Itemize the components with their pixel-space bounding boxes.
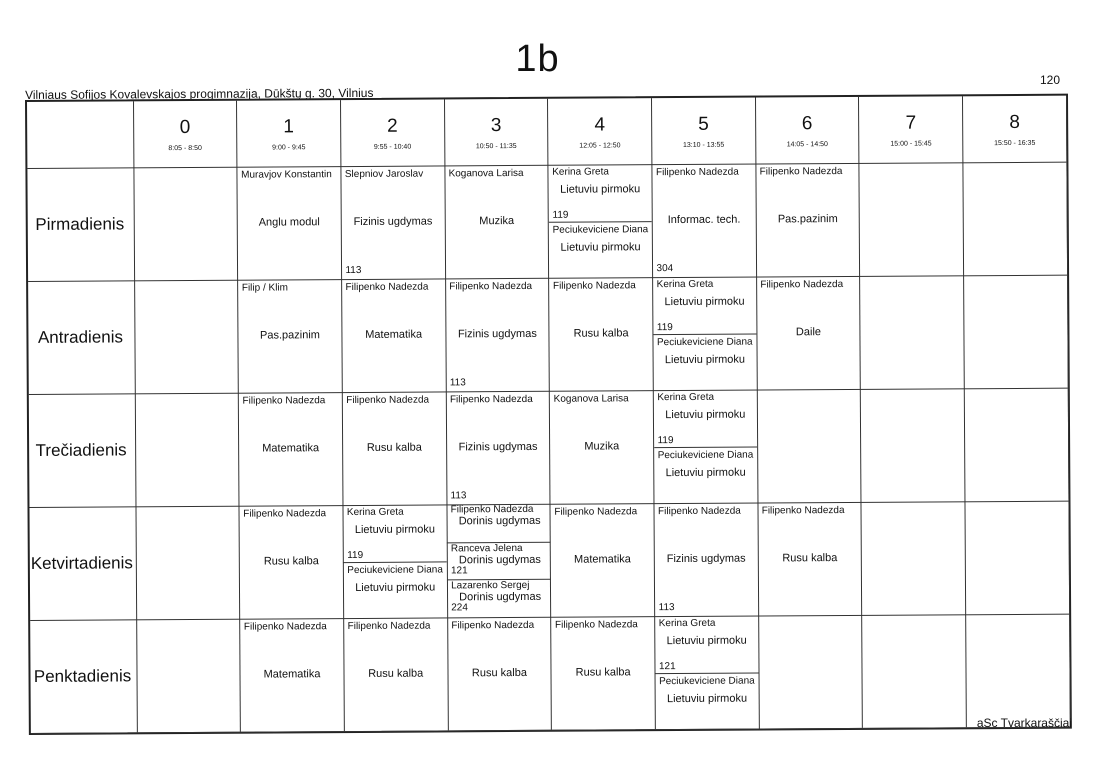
lesson-subject: Anglu modul bbox=[258, 216, 320, 229]
footer-credit: aSc Tvarkaraščiai bbox=[976, 716, 1072, 730]
lesson-room: 119 bbox=[657, 434, 674, 446]
lesson-room: 119 bbox=[552, 209, 569, 221]
lesson-subject: Lietuviu pirmoku bbox=[666, 692, 748, 705]
lesson-cell bbox=[341, 278, 445, 392]
lesson-cell bbox=[756, 276, 860, 390]
lesson-subject: Muzika bbox=[584, 440, 620, 453]
lesson-cell bbox=[238, 279, 342, 393]
lesson-group bbox=[447, 579, 551, 617]
lesson-cell bbox=[240, 618, 344, 732]
lesson-teacher: Lazarenko Sergej bbox=[451, 580, 530, 592]
lesson-subject: Lietuviu pirmoku bbox=[664, 353, 746, 366]
lesson-subject: Lietuviu pirmoku bbox=[355, 581, 436, 594]
period-header bbox=[237, 100, 341, 167]
lesson-cell bbox=[238, 392, 342, 506]
lesson-subject: Informac. tech. bbox=[667, 213, 741, 227]
lesson-cell bbox=[446, 391, 550, 505]
lesson-subject: Rusu kalba bbox=[366, 441, 422, 454]
period-header bbox=[548, 98, 652, 165]
lesson-teacher: Kerina Greta bbox=[552, 166, 609, 178]
lesson-room: 113 bbox=[658, 602, 675, 614]
period-number: 7 bbox=[905, 112, 917, 134]
lesson-room: 304 bbox=[656, 263, 674, 275]
grid-line-vertical bbox=[1066, 96, 1071, 727]
class-title: 1b bbox=[515, 38, 560, 80]
lesson-teacher: Filipenko Nadezda bbox=[346, 394, 430, 407]
lesson-cell bbox=[549, 277, 653, 391]
lesson-teacher: Filipenko Nadezda bbox=[242, 395, 326, 407]
day-label-cell bbox=[27, 167, 134, 281]
lesson-teacher: Kerina Greta bbox=[346, 506, 404, 519]
lesson-teacher: Filipenko Nadezda bbox=[243, 621, 327, 633]
lesson-group bbox=[343, 504, 447, 561]
lesson-teacher: Filipenko Nadezda bbox=[345, 281, 429, 294]
lesson-group bbox=[343, 561, 447, 618]
lesson-subject: Lietuviu pirmoku bbox=[560, 183, 641, 196]
lesson-cell bbox=[653, 277, 757, 391]
lesson-teacher: Slepniov Jaroslav bbox=[344, 168, 424, 181]
lesson-subject: Fizinis ugdymas bbox=[353, 215, 433, 228]
lesson-room: 121 bbox=[450, 564, 468, 577]
lesson-teacher: Filipenko Nadezda bbox=[450, 503, 534, 516]
period-time: 15:50 - 16:35 bbox=[994, 139, 1036, 148]
lesson-cell bbox=[343, 504, 447, 618]
lesson-room: 113 bbox=[450, 490, 467, 502]
lesson-teacher: Filipenko Nadezda bbox=[655, 166, 739, 179]
lesson-room: 119 bbox=[347, 549, 364, 561]
lesson-teacher: Peciukeviciene Diana bbox=[552, 223, 649, 236]
period-time: 13:10 - 13:55 bbox=[682, 141, 725, 149]
period-time: 9:55 - 10:40 bbox=[373, 143, 412, 151]
period-number: 1 bbox=[283, 116, 295, 138]
lesson-subject: Lietuviu pirmoku bbox=[665, 466, 746, 479]
lesson-subject: Rusu kalba bbox=[782, 552, 838, 565]
lesson-subject: Rusu kalba bbox=[471, 666, 527, 680]
period-number: 4 bbox=[594, 114, 606, 136]
day-label-cell bbox=[28, 280, 135, 394]
lesson-subject: Matematika bbox=[573, 553, 631, 566]
lesson-teacher: Filipenko Nadezda bbox=[761, 505, 845, 517]
lesson-subject: Dorinis ugdymas bbox=[459, 591, 542, 604]
period-time: 10:50 - 11:35 bbox=[475, 142, 517, 151]
period-header bbox=[755, 97, 859, 164]
period-time: 14:05 - 14:50 bbox=[786, 141, 828, 149]
lesson-teacher: Peciukeviciene Diana bbox=[659, 675, 755, 687]
lesson-cell bbox=[551, 616, 655, 730]
lesson-subject: Rusu kalba bbox=[263, 555, 319, 568]
lesson-group bbox=[549, 221, 653, 278]
lesson-teacher: Peciukeviciene Diana bbox=[347, 563, 443, 576]
day-name: Antradienis bbox=[37, 326, 124, 347]
period-time: 12:05 - 12:50 bbox=[579, 142, 621, 150]
period-number: 8 bbox=[1009, 111, 1020, 133]
lesson-group bbox=[654, 446, 758, 503]
period-number: 5 bbox=[698, 113, 709, 135]
period-header bbox=[859, 96, 963, 163]
lesson-cell bbox=[445, 165, 549, 279]
lesson-teacher: Filipenko Nadezda bbox=[554, 506, 638, 518]
lesson-room: 119 bbox=[656, 321, 673, 333]
lesson-subject: Matematika bbox=[263, 668, 321, 681]
lesson-group bbox=[655, 672, 759, 729]
day-label-cell bbox=[29, 393, 136, 507]
lesson-cell bbox=[550, 390, 654, 504]
lesson-teacher: Koganova Larisa bbox=[448, 167, 524, 180]
lesson-subject: Rusu kalba bbox=[368, 667, 424, 680]
lesson-teacher: Peciukeviciene Diana bbox=[656, 336, 753, 348]
lesson-subject: Muzika bbox=[479, 215, 515, 228]
lesson-cell bbox=[653, 390, 757, 504]
lesson-subject: Pas.pazinim bbox=[259, 329, 320, 342]
lesson-teacher: Kerina Greta bbox=[657, 391, 715, 404]
day-label-cell bbox=[30, 619, 137, 733]
lesson-teacher: Filipenko Nadezda bbox=[449, 280, 533, 293]
lesson-room: 224 bbox=[451, 602, 468, 614]
lesson-group bbox=[653, 333, 757, 390]
lesson-subject: Lietuviu pirmoku bbox=[666, 634, 747, 648]
lesson-teacher: Filipenko Nadezda bbox=[552, 280, 636, 292]
lesson-cell bbox=[756, 163, 860, 277]
day-name: Ketvirtadienis bbox=[30, 552, 133, 573]
lesson-subject: Rusu kalba bbox=[573, 327, 629, 340]
lesson-teacher: Filipenko Nadezda bbox=[759, 166, 843, 178]
period-number: 6 bbox=[801, 113, 813, 135]
lesson-group bbox=[653, 277, 757, 334]
lesson-cell bbox=[344, 617, 448, 731]
lesson-subject: Dorinis ugdymas bbox=[458, 553, 541, 567]
day-label-cell bbox=[29, 506, 136, 620]
lesson-subject: Matematika bbox=[262, 442, 320, 455]
lesson-teacher: Filipenko Nadezda bbox=[449, 393, 533, 406]
lesson-teacher: Filipenko Nadezda bbox=[657, 505, 741, 518]
lesson-cell bbox=[758, 502, 862, 616]
lesson-subject: Matematika bbox=[365, 328, 423, 341]
day-name: Penktadienis bbox=[33, 665, 132, 686]
lesson-subject: Dorinis ugdymas bbox=[458, 514, 541, 528]
lesson-cell bbox=[654, 503, 758, 617]
lesson-cell bbox=[237, 166, 341, 280]
lesson-subject: Lietuviu pirmoku bbox=[354, 523, 435, 536]
lesson-teacher: Filipenko Nadezda bbox=[554, 619, 638, 631]
lesson-subject: Fizinis ugdymas bbox=[457, 327, 537, 341]
lesson-group bbox=[655, 616, 759, 673]
lesson-teacher: Peciukeviciene Diana bbox=[657, 449, 754, 461]
lesson-cell bbox=[550, 503, 654, 617]
lesson-teacher: Ranceva Jelena bbox=[450, 542, 523, 555]
lesson-teacher: Filipenko Nadezda bbox=[347, 620, 431, 633]
lesson-group bbox=[447, 504, 551, 542]
lesson-subject: Lietuviu pirmoku bbox=[665, 408, 746, 422]
period-time: 8:05 - 8:50 bbox=[168, 144, 202, 153]
lesson-teacher: Muravjov Konstantin bbox=[241, 169, 332, 181]
lesson-teacher: Kerina Greta bbox=[656, 278, 714, 291]
lesson-room: 121 bbox=[658, 660, 676, 672]
period-number: 3 bbox=[490, 115, 502, 137]
period-header bbox=[652, 98, 756, 165]
lesson-room: 113 bbox=[345, 264, 362, 277]
period-number: 0 bbox=[179, 116, 191, 139]
lesson-cell bbox=[548, 164, 652, 278]
lesson-teacher: Filipenko Nadezda bbox=[760, 279, 844, 291]
lesson-teacher: Filipenko Nadezda bbox=[243, 508, 327, 520]
school-name: Vilniaus Sofijos Kovalevskajos progimnazija, Dūkštų g. 30, Vilnius bbox=[25, 85, 374, 102]
period-header bbox=[963, 96, 1067, 163]
lesson-subject: Pas.pazinim bbox=[777, 213, 838, 226]
period-time: 9:00 - 9:45 bbox=[272, 144, 306, 152]
period-number: 2 bbox=[387, 115, 398, 137]
timetable-grid bbox=[25, 94, 1072, 735]
lesson-subject: Daile bbox=[795, 326, 822, 339]
period-header bbox=[444, 99, 548, 166]
lesson-room: 113 bbox=[449, 377, 466, 389]
lesson-subject: Rusu kalba bbox=[575, 666, 631, 679]
lesson-group bbox=[548, 164, 652, 221]
lesson-subject: Fizinis ugdymas bbox=[458, 440, 538, 454]
lesson-cell bbox=[652, 164, 756, 278]
lesson-group bbox=[653, 390, 757, 447]
lesson-subject: Fizinis ugdymas bbox=[666, 552, 746, 566]
lesson-cell bbox=[341, 165, 445, 279]
lesson-subject: Lietuviu pirmoku bbox=[664, 295, 745, 309]
lesson-cell bbox=[447, 504, 551, 618]
period-header bbox=[133, 101, 237, 168]
lesson-cell bbox=[445, 278, 549, 392]
day-name: Trečiadienis bbox=[35, 439, 127, 460]
lesson-teacher: Filip / Klim bbox=[241, 282, 288, 294]
lesson-teacher: Kerina Greta bbox=[658, 617, 716, 630]
lesson-cell bbox=[655, 616, 759, 730]
lesson-teacher: Filipenko Nadezda bbox=[451, 619, 535, 632]
period-time: 15:00 - 15:45 bbox=[890, 140, 932, 148]
lesson-cell bbox=[239, 505, 343, 619]
lesson-cell bbox=[342, 391, 446, 505]
grid-line-vertical bbox=[962, 96, 967, 727]
period-header bbox=[340, 99, 444, 166]
lesson-group bbox=[447, 541, 551, 579]
lesson-teacher: Koganova Larisa bbox=[553, 393, 629, 405]
lesson-subject: Lietuviu pirmoku bbox=[560, 240, 641, 254]
page-number: 120 bbox=[1039, 73, 1060, 87]
lesson-cell bbox=[447, 617, 551, 731]
day-name: Pirmadienis bbox=[35, 213, 125, 234]
